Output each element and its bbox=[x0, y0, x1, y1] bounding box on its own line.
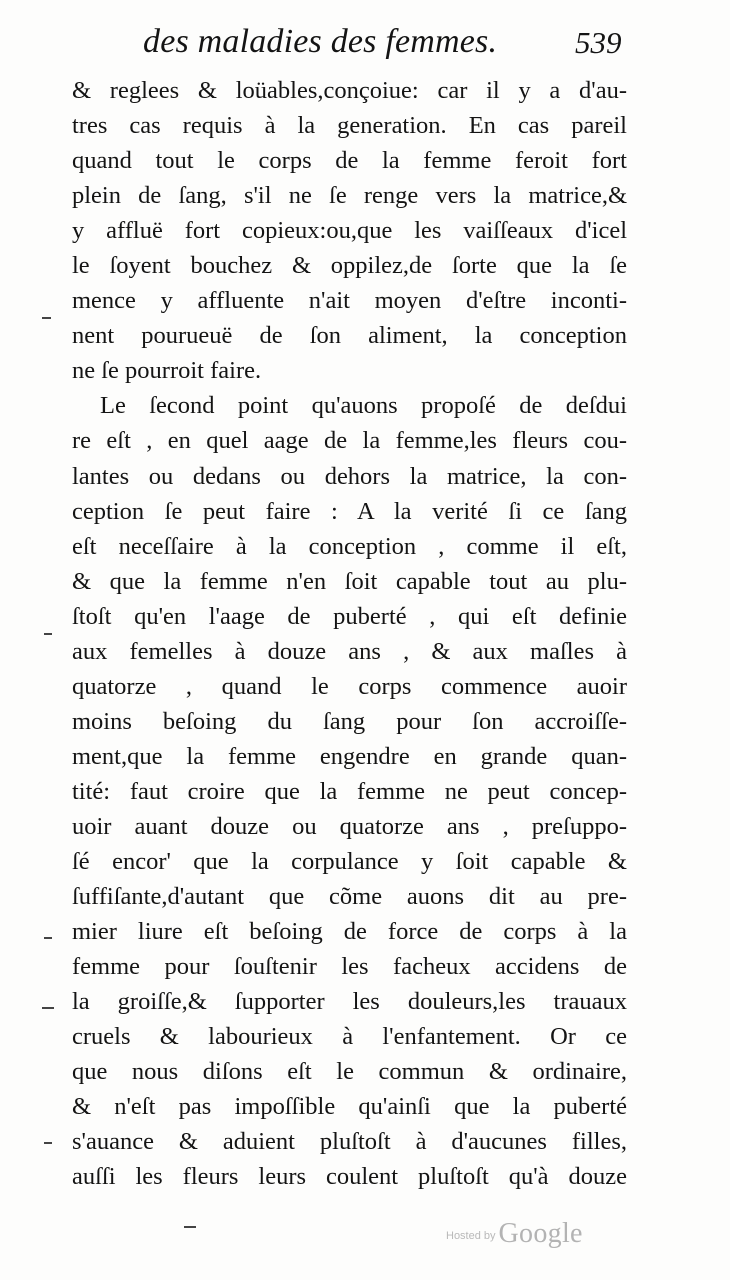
page-number: 539 bbox=[575, 25, 622, 60]
text-line: auſſi les fleurs leurs coulent pluſtoſt qu'à douze bbox=[72, 1163, 627, 1191]
text-line: ment,que la femme engendre en grande quan- bbox=[72, 742, 627, 770]
hosted-by-google-watermark bbox=[446, 1218, 583, 1250]
text-line: que nous diſons eſt le commun & ordinaire, bbox=[72, 1058, 627, 1086]
text-line: tres cas requis à la generation. En cas pareil bbox=[72, 112, 627, 140]
body-text bbox=[72, 73, 627, 1195]
text-line: quand tout le corps de la femme feroit fort bbox=[72, 147, 627, 175]
text-line: quatorze , quand le corps commence auoir bbox=[72, 672, 627, 700]
text-line: eſt neceſſaire à la conception , comme il eſt, bbox=[72, 532, 627, 560]
running-title: des maladies des femmes. bbox=[143, 23, 498, 60]
text-line: plein de ſang, s'il ne ſe renge vers la matrice,& bbox=[72, 182, 627, 210]
margin-dash bbox=[42, 317, 51, 319]
google-logo: Google bbox=[498, 1218, 583, 1249]
text-line: mier liure eſt beſoing de force de corps à la bbox=[72, 918, 627, 946]
text-line: le ſoyent bouchez & oppilez,de ſorte que la ſe bbox=[72, 252, 627, 280]
text-line: cruels & labourieux à l'enfantement. Or ce bbox=[72, 1023, 627, 1051]
text-line: femme pour ſouſtenir les facheux accidens de bbox=[72, 953, 627, 981]
margin-dash bbox=[44, 1142, 52, 1144]
text-line: tité: faut croire que la femme ne peut concep- bbox=[72, 777, 627, 805]
hosted-by-label: Hosted by bbox=[446, 1230, 496, 1242]
text-line: la groiſſe,& ſupporter les douleurs,les trauaux bbox=[72, 988, 627, 1016]
text-line: & n'eſt pas impoſſible qu'ainſi que la puberté bbox=[72, 1093, 627, 1121]
text-line: & que la femme n'en ſoit capable tout au plu- bbox=[72, 567, 627, 595]
text-line: nent pourueuë de ſon aliment, la conception bbox=[72, 322, 627, 350]
text-line: aux femelles à douze ans , & aux maſles à bbox=[72, 637, 627, 665]
paragraph-start-line: Le ſecond point qu'auons propoſé de deſdui bbox=[100, 392, 627, 420]
text-line: ſé encor' que la corpulance y ſoit capable & bbox=[72, 848, 627, 876]
text-line: ception ſe peut faire : A la verité ſi ce ſang bbox=[72, 497, 627, 525]
text-line: uoir auant douze ou quatorze ans , preſuppo- bbox=[72, 812, 627, 840]
text-line: moins beſoing du ſang pour ſon accroiſſe- bbox=[72, 707, 627, 735]
text-line: ſtoſt qu'en l'aage de puberté , qui eſt definie bbox=[72, 602, 627, 630]
text-line: lantes ou dedans ou dehors la matrice, la con- bbox=[72, 462, 627, 490]
text-line: & reglees & loüables,conçoiue: car il y a d'au- bbox=[72, 77, 627, 104]
text-line: mence y affluente n'ait moyen d'eſtre inconti- bbox=[72, 287, 627, 315]
text-line: re eſt , en quel aage de la femme,les fleurs cou- bbox=[72, 427, 627, 455]
margin-dash bbox=[44, 937, 52, 939]
margin-dash bbox=[184, 1226, 196, 1228]
text-line: ſuffiſante,d'autant que cõme auons dit au pre- bbox=[72, 883, 627, 911]
margin-dash bbox=[44, 633, 52, 635]
text-line: ne ſe pourroit faire. bbox=[72, 357, 262, 385]
text-line: s'auance & aduient pluſtoſt à d'aucunes filles, bbox=[72, 1128, 627, 1156]
text-line: y affluë fort copieux:ou,que les vaiſſeaux d'icel bbox=[72, 217, 627, 245]
margin-dash bbox=[42, 1007, 54, 1009]
